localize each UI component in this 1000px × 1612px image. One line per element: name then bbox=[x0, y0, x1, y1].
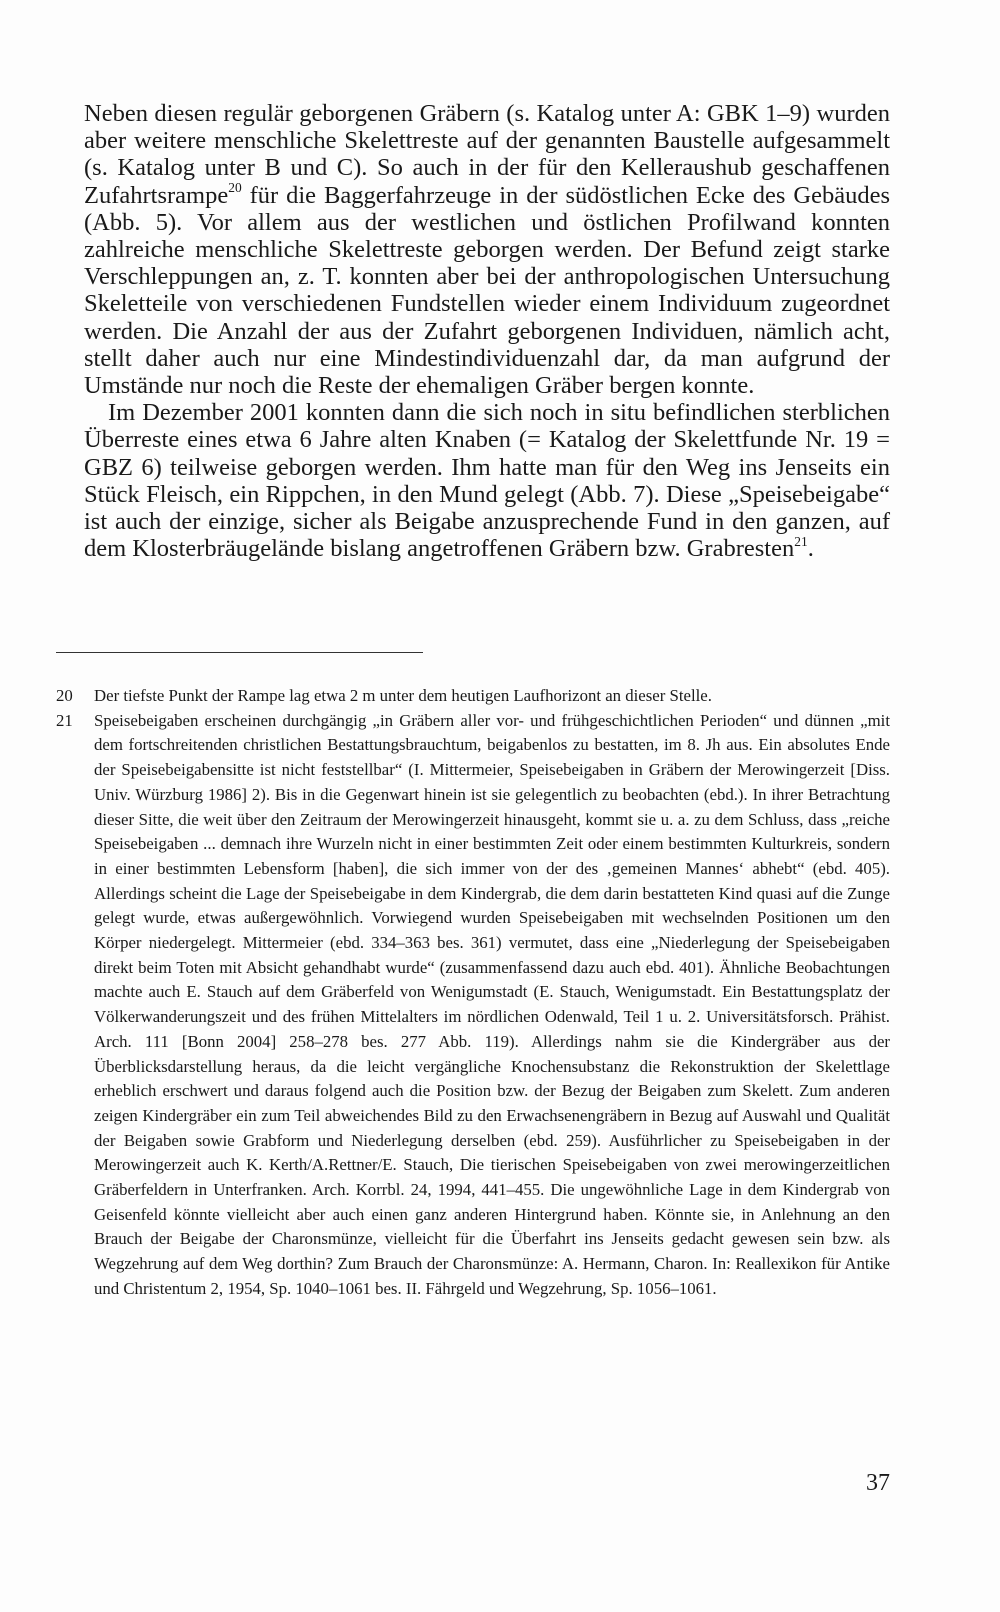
footnote-text: Speisebeigaben erscheinen durchgängig „in Gräbern aller vor- und frühgeschichtlichen Perioden“ und dünnen „mit dem fortschreitenden christlichen Bestattungsbrauchtum, beigabenlos zu bestatten, im 8. Jh aus. Ein absolutes Ende der Speisebeigabensitte ist nicht feststellbar“ (I. Mittermeier, Speisebeigaben in Gräbern der Merowingerzeit [Diss. Univ. Würzburg 1986] 2). Bis in die Gegenwart hinein ist sie gelegentlich zu beobachten (ebd.). In ihrer Betrachtung dieser Sitte, die weit über den Zeitraum der Merowingerzeit hinausgeht, kommt sie u. a. zu dem Schluss, dass „reiche Speisebeigaben ... demnach ihre Wurzeln nicht in einer bestimmten Zeit oder einem bestimmten Kulturkreis, sondern in einer bestimmten Lebensform [haben], die sich immer von der des ‚gemeinen Mannes‘ abhebt“ (ebd. 405). Allerdings scheint die Lage der Speisebeigabe in dem Kindergrab, die dem darin bestatteten Kind quasi auf die Zunge gelegt wurde, etwas außergewöhnlich. Vorwiegend wurden Speisebeigaben mit wechselnden Positionen um den Körper niedergelegt. Mittermeier (ebd. 334–363 bes. 361) vermutet, dass eine „Niederlegung der Speisebeigaben direkt beim Toten mit Absicht gehandhabt wurde“ (zusammenfassend dazu auch ebd. 401). Ähnliche Beobachtungen machte auch E. Stauch auf dem Gräberfeld von Wenigumstadt (E. Stauch, Wenigumstadt. Ein Bestattungsplatz der Völkerwanderungszeit und des frühen Mittelalters im nördlichen Odenwald, Teil 1 u. 2. Universitätsforsch. Prähist. Arch. 111 [Bonn 2004] 258–278 bes. 277 Abb. 119). Allerdings nahm sie die Kindergräber aus der Überblicksdarstellung heraus, da die leicht vergängliche Knochensubstanz die Rekonstruktion der Skelettlage erheblich erschwert und daraus folgend auch die Position bzw. der Bezug der Beigaben zum Skelett. Zum anderen zeigen Kindergräber ein zum Teil abweichendes Bild zu den Erwachsenengräbern in Bezug auf Auswahl und Qualität der Beigaben sowie Grabform und Niederlegung derselben (ebd. 259). Ausführlicher zu Speisebeigaben in der Merowingerzeit auch K. Kerth/A.Rettner/E. Stauch, Die tierischen Speisebeigaben von zwei merowingerzeitlichen Gräberfeldern in Unterfranken. Arch. Korrbl. 24, 1994, 441–455. Die ungewöhnliche Lage in dem Kindergrab von Geisenfeld könnte vielleicht aber auch einen ganz anderen Hintergrund haben. Könnte sie, in Anlehnung an den Brauch der Beigabe der Charonsmünze, vielleicht für die Überfahrt ins Jenseits gedacht gewesen sein bzw. als Wegzehrung auf dem Weg dorthin? Zum Brauch der Charonsmünze: A. Hermann, Charon. In: Reallexikon für Antike und Christentum 2, 1954, Sp. 1040–1061 bes. II. Fährgeld und Wegzehrung, Sp. 1056–1061. bbox=[94, 710, 890, 1298]
footnote-21 bbox=[56, 709, 890, 1302]
page-number: 37 bbox=[866, 1470, 890, 1496]
footnote-ref-20[interactable]: 20 bbox=[228, 180, 242, 196]
footnote-ref-21[interactable]: 21 bbox=[794, 533, 808, 549]
body-paragraph-2: Im Dezember 2001 konnten dann die sich noch in situ befindlichen sterblichen Überreste eines etwa 6 Jahre alten Knaben (= Katalog der Skelettfunde Nr. 19 = GBZ 6) teilweise geborgen werden. Ihm hatte man für den Weg ins Jenseits ein Stück Fleisch, ein Rippchen, in den Mund gelegt (Abb. 7). Diese „Speisebeigabe“ ist auch der einzige, sicher als Beigabe anzusprechende Fund in den ganzen, auf dem Klosterbräugelände bislang angetroffenen Gräbern bzw. Grabresten$^{21}$. bbox=[84, 399, 890, 563]
footnote-separator bbox=[56, 652, 423, 653]
footnote-number: 20 bbox=[56, 686, 73, 705]
footnote-number: 21 bbox=[56, 710, 73, 730]
body-paragraph-1: Neben diesen regulär geborgenen Gräbern (s. Katalog unter A: GBK 1–9) wurden aber weitere menschliche Skelettreste auf der genannten Baustelle aufgesammelt (s. Katalog unter B und C). So auch in der für den Kelleraushub geschaffenen Zufahrtsrampe$^{20}$ für die Baggerfahrzeuge in der südöstlichen Ecke des Gebäudes (Abb. 5). Vor allem aus der westlichen und östlichen Profilwand konnten zahlreiche menschliche Skelettreste geborgen werden. Der Befund zeigt starke Verschleppungen an, z. T. konnten aber bei der anthropologischen Untersuchung Skeletteile von verschiedenen Fundstellen wieder einem Individuum zugeordnet werden. Die Anzahl der aus der Zufahrt geborgenen Individuen, nämlich acht, stellt daher auch nur eine Mindestindividuenzahl dar, da man aufgrund der Umstände nur noch die Reste der ehemaligen Gräber bergen konnte. bbox=[84, 100, 890, 400]
footnotes bbox=[56, 684, 890, 1302]
footnote-20 bbox=[56, 684, 890, 709]
footnote-text: Der tiefste Punkt der Rampe lag etwa 2 m unter dem heutigen Laufhorizont an dieser Stelle. bbox=[94, 686, 712, 705]
main-text bbox=[84, 100, 890, 562]
